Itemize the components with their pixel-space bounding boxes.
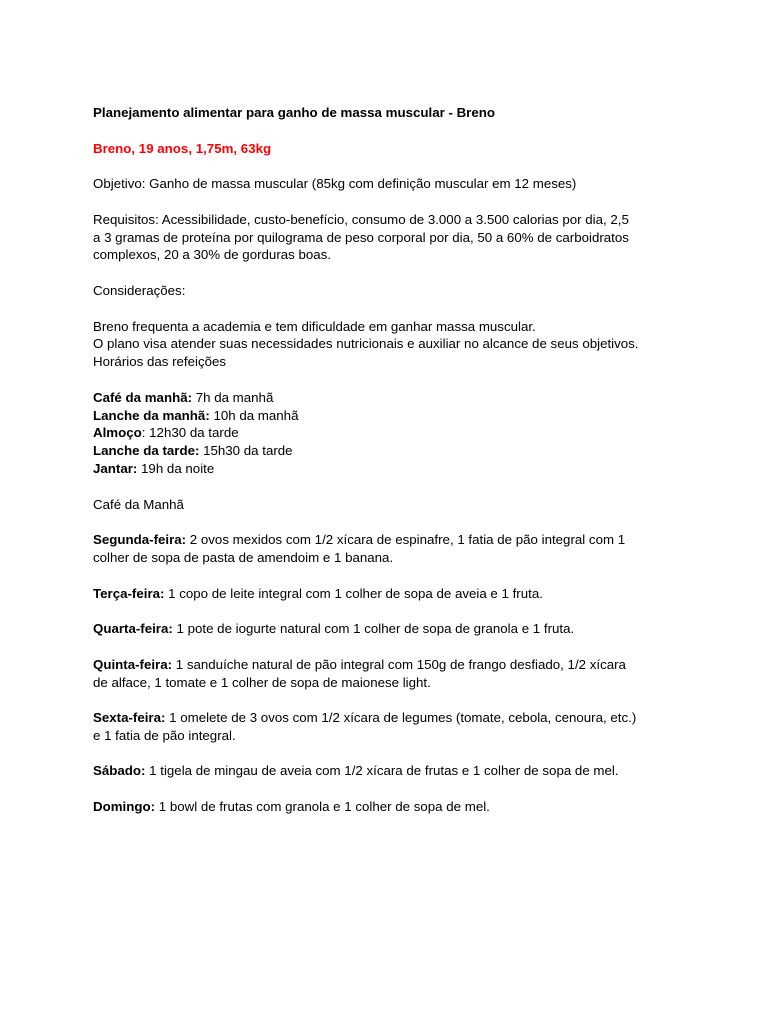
document-title: Planejamento alimentar para ganho de massa muscular - Breno [93, 105, 495, 120]
breakfast-day-sunday [93, 798, 693, 816]
day-menu-text: 1 bowl de frutas com granola e 1 colher de sopa de mel. [155, 799, 490, 815]
schedule-time: 19h da noite [137, 460, 215, 476]
day-line [93, 798, 693, 816]
subject-profile: Breno, 19 anos, 1,75m, 63kg [93, 140, 272, 156]
day-line [93, 709, 693, 727]
objective-paragraph: Objetivo: Ganho de massa muscular (85kg com definição muscular em 12 meses) [93, 176, 577, 192]
schedule-label: Lanche da manhã: [93, 407, 210, 423]
breakfast-day-friday [93, 709, 693, 745]
day-label: Quinta-feira: [93, 656, 173, 672]
day-menu-text: 2 ovos mexidos com 1/2 xícara de espinafre, 1 fatia de pão integral com 1 [186, 532, 626, 548]
day-line [93, 762, 693, 780]
day-menu-text: 1 sanduíche natural de pão integral com 150g de frango desfiado, 1/2 xícara [172, 656, 626, 672]
considerations-paragraph [93, 318, 693, 371]
day-line [93, 531, 693, 549]
breakfast-day-thursday [93, 656, 693, 692]
day-label: Sábado: [93, 763, 146, 779]
schedule-label: Almoço [93, 425, 142, 441]
requirements-line: complexos, 20 a 30% de gorduras boas. [93, 247, 332, 263]
schedule-time: : 12h30 da tarde [141, 425, 239, 441]
day-menu-text: colher de sopa de pasta de amendoim e 1 banana. [93, 549, 394, 565]
breakfast-day-monday [93, 531, 693, 567]
breakfast-day-tuesday [93, 585, 693, 603]
day-menu-text: e 1 fatia de pão integral. [93, 727, 236, 743]
schedule-row-lunch [93, 424, 693, 442]
day-label: Domingo: [93, 799, 156, 815]
day-menu-text: 1 copo de leite integral com 1 colher de sopa de aveia e 1 fruta. [164, 585, 543, 601]
day-menu-text: 1 pote de iogurte natural com 1 colher de sopa de granola e 1 fruta. [172, 621, 575, 637]
requirements-paragraph [93, 211, 693, 264]
day-menu-text: 1 tigela de mingau de aveia com 1/2 xícara de frutas e 1 colher de sopa de mel. [145, 763, 619, 779]
day-line [93, 620, 693, 638]
schedule-label: Jantar: [93, 460, 138, 476]
day-label: Segunda-feira: [93, 532, 187, 548]
breakfast-day-saturday [93, 762, 693, 780]
schedule-label: Café da manhã: [93, 389, 193, 405]
document-page [93, 104, 693, 834]
breakfast-day-wednesday [93, 620, 693, 638]
considerations-line: O plano visa atender suas necessidades nutricionais e auxiliar no alcance de seus objetivos. [93, 336, 639, 352]
day-label: Quarta-feira: [93, 621, 173, 637]
schedule-row-afternoon-snack [93, 442, 693, 460]
schedule-time: 15h30 da tarde [199, 443, 293, 459]
day-label: Sexta-feira: [93, 710, 166, 726]
meal-schedule [93, 389, 693, 478]
requirements-line: Requisitos: Acessibilidade, custo-benefício, consumo de 3.000 a 3.500 calorias por dia, 2,5 [93, 211, 629, 227]
schedule-time: 10h da manhã [209, 407, 299, 423]
schedule-row-dinner [93, 460, 693, 478]
day-line [93, 585, 693, 603]
day-menu-text: de alface, 1 tomate e 1 colher de sopa de maionese light. [93, 674, 431, 690]
considerations-heading: Considerações: [93, 282, 186, 298]
day-label: Terça-feira: [93, 585, 165, 601]
requirements-line: a 3 gramas de proteína por quilograma de peso corporal por dia, 50 a 60% de carboidratos [93, 229, 629, 245]
day-line [93, 656, 693, 674]
breakfast-heading: Café da Manhã [93, 496, 184, 512]
considerations-line: Horários das refeições [93, 354, 227, 370]
schedule-row-breakfast [93, 389, 693, 407]
schedule-time: 7h da manhã [192, 389, 274, 405]
schedule-label: Lanche da tarde: [93, 443, 200, 459]
day-menu-text: 1 omelete de 3 ovos com 1/2 xícara de legumes (tomate, cebola, cenoura, etc.) [165, 710, 637, 726]
schedule-row-morning-snack [93, 407, 693, 425]
considerations-line: Breno frequenta a academia e tem dificuldade em ganhar massa muscular. [93, 318, 536, 334]
